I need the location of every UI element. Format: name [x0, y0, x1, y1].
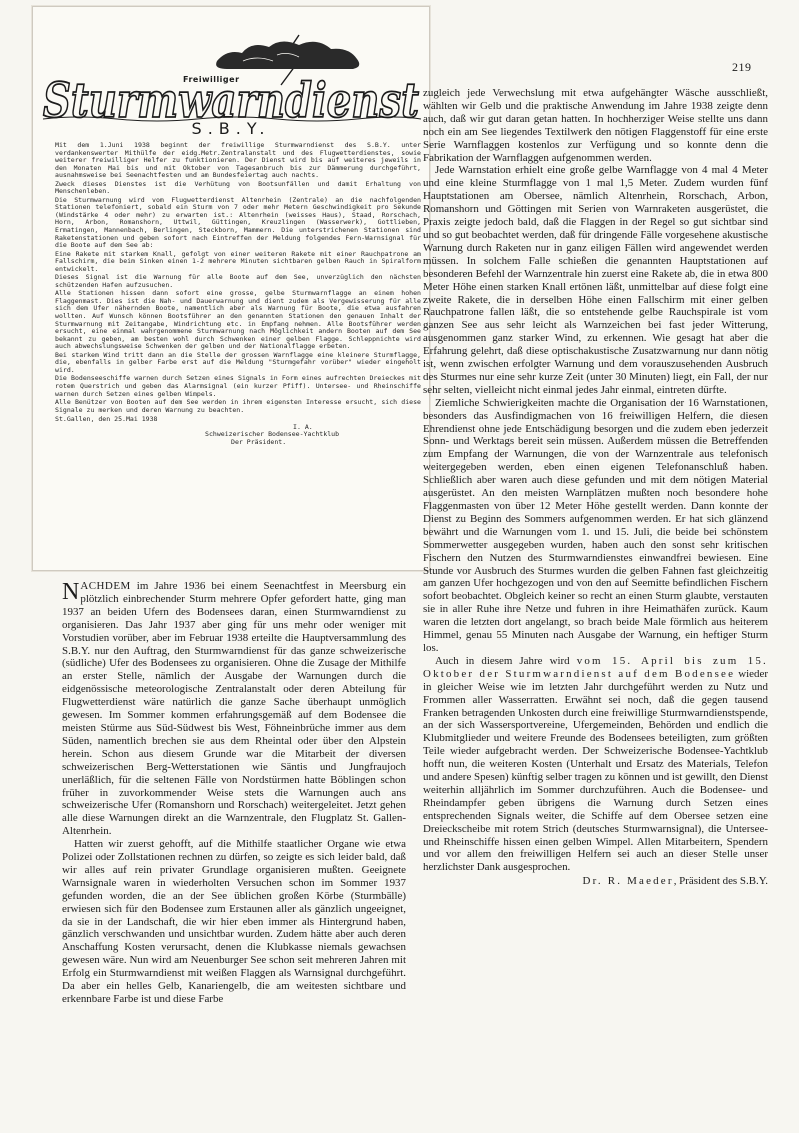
announcement-closing	[55, 416, 421, 446]
article-paragraph: NACHDEM im Jahre 1936 bei einem Seenachtfest in Meersburg ein plötzlich einbrechender Sturm mehrere Opfer gefordert hatte, ging man 1937 an beiden Ufern des Bodensees daran, einen Sturmwarndienst zu organisieren. Das Jahr 1937 aber ging für uns mehr oder weniger mit Vorstudien vorüber, aber im Februar 1938 erteilte die Hauptversammlung des S.B.Y. nur den Auftrag, den Sturmwarndienst für das ganze schweizerische (südliche) Ufer des Bodensees zu organisieren. Ohne die Zusage der Mithilfe an erster Stelle, nämlich der Ausgabe der Warnungen durch die eidgenössische meteorologische Zentralanstalt oder deren Abteilung für Flugwetterdienst wäre natürlich die ganze Sache überhaupt unmöglich gewesen. Im Sommer kommen erfahrungsgemäß auf dem Bodensee die meisten Stürme aus Süd-Südwest bis West, Föhneinbrüche immer aus dem Süden, namentlich brechen sie aus dem Rheintal oder über den Alpstein herein. Schon aus diesem Grunde war die Mitarbeit der diversen schweizerischen Berg-Wetterstationen wie Säntis und Jungfraujoch unerläßlich, für die seltenen Fälle von Nordstürmen hatte Böblingen schon früher in zuvorkommender Weise stets die Warnungen auch ans schweizerische Ufer (Romanshorn und Rorschach) weitergeleitet. Jetzt gehen alle diese Warnungen direkt an die Warnzentrale, den Flugplatz St. Gallen-Altenrhein.	[62, 579, 406, 838]
article-right-column	[423, 87, 768, 888]
lead-word: ACHDEM	[80, 580, 131, 592]
announcement-paragraph: Mit dem 1.Juni 1938 beginnt der freiwillige Sturmwarndienst des S.B.Y. unter verdankenswerter Mithülfe der eidg.Metr.Zentralanstalt und des Flugwetterdienstes, sowie weiterer freiwilliger Helfer zu funktionieren. Der Dienst wird bis auf weiteres jeweils in den Monaten Mai bis und mit Oktober von Tagesanbruch bis zur Dämmerung durchgeführt, ausnahmsweise bei Seenachtfesten und am Bundesfeiertag auch nachts.	[55, 141, 421, 180]
article-paragraph: Ziemliche Schwierigkeiten machte die Organisation der 16 Warnstationen, besonders das Ausfindigmachen von 16 freiwilligen Helfern, die diesen Ehrendienst ohne jede Entschädigung besorgen und die zudem eben jederzeit Sonn- und Werktags bereit sein müssen. Außerdem müssen die Betreffenden zum Empfang der Warnungen, die von der Warnzentrale aus telefonisch weitergegeben werden, eben einen eigenen Telefonanschluß haben. Schließlich aber waren auch diese gefunden und mit dem nötigen Material ausgerüstet. An den meisten Warnplätzen mußten noch besondere hohe Flaggenmasten von über 12 Meter Höhe gestellt werden. Dann konnte der Dienst zu Beginn des Sommers aufgenommen werden. Er hat sich glänzend bewährt und die Warnungen vom 1. und 15. Juli, die beide bei schönstem Sommerwetter ausgegeben wurden, haben auch den sonst sehr kritischen Fischern den Nutzen des Sturmwarndienstes einwandfrei bewiesen. Eine Stunde vor Ausbruch des Sturmes wurden die gelben Fahnen fast gleichzeitig am ganzen Ufer hochgezogen und von den auf Seemitte befindlichen Fischern sofort beobachtet. Obgleich keiner so recht an einen Sturm glaubte, verstauten sie in aller Ruhe ihre Netze und fuhren in ihre Heimathäfen zurück. Kaum waren die letzten dort angelangt, so brach beide Male förmlich aus heiterem Himmel, genau 55 Minuten nach Ausgabe der Warnung, ein heftiger Sturm los.	[423, 396, 768, 654]
article-paragraph: zugleich jede Verwechslung mit etwa aufgehängter Wäsche ausschließt, wählten wir Gelb und die praktische Anwendung im Jahre 1938 zeigte denn auch, daß wir gut daran getan hatten. In hochherziger Weise stellte uns dann noch ein am See liegendes Textilwerk den nötigen Flaggenstoff für eine erste Serie Warnflaggen kostenlos zur Verfügung und so konnte denn die Fabrikation der Warnflaggen aufgenommen werden.	[423, 87, 768, 164]
article-left-column	[62, 580, 406, 1006]
announcement-paragraph: Die Bodenseeschiffe warnen durch Setzen eines Signals in Form eines aufrechten Dreieckes mit rotem Querstrich und geben das Alarmsignal (ein kurzer Pfiff). Untersee- und Rheinschiffe warnen durch Setzen eines gelben Wimpels.	[55, 374, 421, 398]
article-signature: Dr. R. Maeder, Präsident des S.B.Y.	[582, 875, 768, 888]
announcement-paragraph: Eine Rakete mit starkem Knall, gefolgt von einer weiteren Rakete mit einer Rauchpatrone am Fallschirm, die beim Sinken einen 1-2 mehrere Minuten sichtbaren gelben Rauch in Spiralform entwickelt.	[55, 249, 421, 273]
article-paragraph: Jede Warnstation erhielt eine große gelbe Warnflagge von 4 mal 4 Meter und eine kleine Sturmflagge von 1 mal 1,5 Meter. Zudem wurden fünf Hauptstationen am Obersee, nämlich Altenrhein, Rorschach, Arbon, Romanshorn und Göttingen mit Serien von Warnraketen ausgerüstet, die Praxis zeigte jedoch bald, daß die Flaggen in der Regel so gut sichtbar sind und so gut beobachtet werden, daß für dringende Fälle vorgesehene akustische Warnung durch Raketen nur in ganz eiligen Fällen wird angewendet werden müssen. In solchem Falle schießen die genannten Hauptstationen auf besonderen Befehl der Warnzentrale hin zuerst eine Rakete ab, die in etwa 800 Meter Höhe einen starken Knall ertönen läßt, unmittelbar auf diese folgt eine zweite Rakete, die in derselben Höhe einen Fallschirm mit einer gelben Rauchpatrone fallen läßt, die so entstehende gelbe Rauchspirale ist vom ganzen See aus sehr leicht als Warnzeichen bei fast jeder Witterung, ausgenommen ganz starker Wind, zu erkennen. Wie gesagt hat aber die Erfahrung gelehrt, daß diese optischakustische Zusatzwarnung nur dann nötig ist, wenn zwischen erfolgter Warnung und dem vorauszusehenden Ausbruch des Sturmes nur eine sehr kurze Zeit (unter 30 Minuten) liegt, ein Fall, der nur sehr selten, vielleicht nicht einmal jedes Jahr einmal, eintreten dürfte.	[423, 164, 768, 396]
announcement-paragraph: Dieses Signal ist die Warnung für alle Boote auf dem See, unverzüglich den nächsten schützenden Hafen aufzusuchen.	[55, 273, 421, 289]
announcement-paragraph: Bei starkem Wind tritt dann an die Stelle der grossen Warnflagge eine kleinere Sturmflagge, die, ebenfalls in gelber Farbe erst auf die Meldung "Sturmgefahr vorüber" wieder eingeholt wird.	[55, 350, 421, 374]
announcement-paragraph: Zweck dieses Dienstes ist die Verhütung von Bootsunfällen und damit Erhaltung von Menschenleben.	[55, 179, 421, 196]
announcement-paragraph: Alle Stationen hissen dann sofort eine grosse, gelbe Sturmwarnflagge an einem hohen Flaggenmast. Dies ist die Nah- und Dauerwarnung und dient zudem als Vergewisserung für alle sich dem Ufer nähernden Boote, namentlich aber als Warnung für Boote, die etwa ausfahren wollten. Auf Wunsch können Bootsführer an den genannten Stationen den genauen Inhalt der Sturmwarnung mit Zeitangabe, Windrichtung etc. in Empfang nehmen. Alle Bootsführer werden ersucht, eine einmal wahrgenommene Sturmwarnung nach Möglichkeit andern Booten auf dem See bekannt zu geben, am besten wohl durch Schwenken einer gelben Flagge. Schleppnichte wird auch abwechslungsweise Schwenken der gelben und der Nationalflagge erbeten.	[55, 289, 421, 351]
announcement-paragraph: Alle Benützer von Booten auf dem See werden in ihrem eigensten Interesse ersucht, sich diese Signale zu merken und deren Warnung zu beachten.	[55, 398, 421, 414]
brand-subtitle: Freiwilliger	[183, 75, 240, 84]
closing-president: Der Präsident.	[231, 437, 287, 446]
announcement-text	[55, 142, 421, 447]
article-paragraph: Hatten wir zuerst gehofft, auf die Mithilfe staatlicher Organe wie etwa Polizei oder Zollstationen rechnen zu dürfen, so zeigte es sich leider bald, daß wir alles auf rein privater Grundlage organisieren mußten. Geeignete Warnsignale waren in wiederholten Versuchen schon im Sommer 1937 gefunden worden, die an der See üblichen großen Körbe (Sturmbälle) erwiesen sich für den Bodensee zum Erstaunen aller als gänzlich ungeeignet, da sie in der Landschaft, die wir hier eben immer als Hintergrund haben, gänzlich verschwanden und unsichtbar wurden. Zudem hätte aber auch deren Anschaffung Kosten verursacht, denen die Klubkasse niemals gewachsen gewesen wäre. Nun wird am Neuenburger See schon seit mehreren Jahren mit Erfolg ein Sturmwarndienst mit weißen Flaggen als Warnsignal durchgeführt. Da aber ein helles Gelb, Kanariengelb, die am weitesten sichtbare und erkennbare Farbe ist und diese Farbe	[62, 838, 406, 1005]
sturmwarndienst-logo	[37, 15, 425, 125]
typewritten-announcement	[32, 6, 430, 571]
spaced-emphasis: vom 15. April bis zum 15. Oktober der Sturmwarndienst auf dem Bodensee	[423, 654, 768, 680]
closing-ia: I. A.	[293, 422, 313, 431]
announcement-paragraph: Die Sturmwarnung wird vom Flugwetterdienst Altenrhein (Zentrale) an die nachfolgenden Stationen telefoniert, sobald ein Sturm von 7 oder mehr Metern Geschwindigkeit pro Sekunde (Windstärke 4 oder mehr) zu erwarten ist.: Altenrhein (weisses Haus), Staad, Rorschach, Horn, Arbon, Romanshorn, Uttwil, Güttingen, Kreuzlingen (Wasserwerk), Gottlieben, Ermatingen, Mannenbach, Berlingen, Steckborn, Mammern. Die unterstrichenen Stationen sind Raketenstationen und geben sofort nach Eintreffen der Meldung folgendes Fern-Warnsignal für die Boote auf dem See ab:	[55, 195, 421, 250]
storm-clouds	[216, 41, 359, 69]
svg-text:Sturmwarndienst: Sturmwarndienst	[43, 73, 419, 125]
closing-club: Schweizerischer Bodensee-Yachtklub	[205, 430, 340, 439]
place-date: St.Gallen, den 25.Mai 1938	[55, 415, 158, 424]
brand-initials: S.B.Y.	[191, 119, 271, 138]
dropcap: N	[62, 579, 80, 605]
page-number: 219	[732, 60, 752, 74]
article-paragraph: Auch in diesem Jahre wird vom 15. April bis zum 15. Oktober der Sturmwarndienst auf dem Bodensee wieder in gleicher Weise wie im letzten Jahr durchgeführt werden zu Nutz und Frommen aller Wasserratten. Erwähnt sei noch, daß die gegen tausend Franken betragenden Unkosten durch eine freiwillige Sturmwarndienstspende, an der sich Wassersportvereine, Ufergemeinden, Behörden und endlich die Klubmitglieder und weitere Freunde des Bodensees beteiligten, zum größten Teile wieder aufgebracht werden. Der Schweizerische Bodensee-Yachtklub hofft nun, die weiteren Kosten (Unterhalt und Ersatz des Materials, Telefon und andere Spesen) künftig selber tragen zu können und ist gewillt, den Dienst weiterhin alljährlich im Sommer durchzuführen. Auch die Bodensee- und Rheindampfer geben übrigens die Warnung durch Setzen eines entsprechenden Signals weiter, die Schiffe auf dem Obersee setzen eine Dreieckscheibe mit rotem Strich (deutsches Sturmwarnsignal), die Untersee- und Rheinschiffe hissen einen gelben Wimpel. Allen Mitarbeitern, Spendern und vor allem den freiwilligen Helfern sei auch an dieser Stelle unser herzlichster Dank ausgesprochen.	[423, 654, 768, 874]
